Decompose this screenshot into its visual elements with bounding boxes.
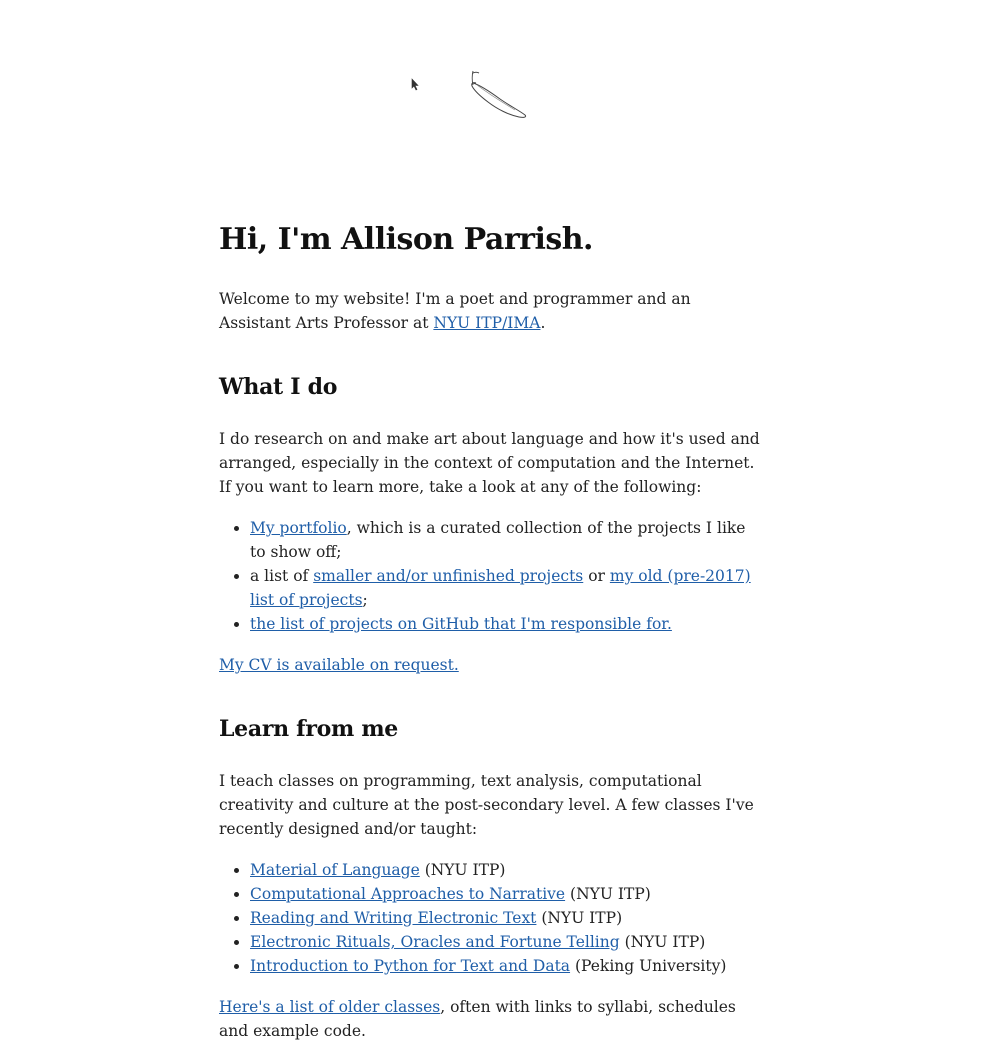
class-link-reading-writing-electronic-text[interactable]: Reading and Writing Electronic Text	[250, 909, 537, 927]
list-item	[250, 882, 764, 906]
smaller-projects-link[interactable]: smaller and/or unfinished projects	[313, 567, 584, 585]
hand-drawn-sketch-icon	[405, 55, 595, 190]
portfolio-link[interactable]: My portfolio	[250, 519, 347, 537]
section-heading-what-i-do: What I do	[219, 374, 338, 400]
class-institution: (NYU ITP)	[419, 861, 506, 879]
list-item	[250, 906, 764, 930]
list-item-text: a list of	[250, 567, 314, 585]
intro-text: Welcome to my website! I'm a poet and programmer and an Assistant Arts Professor at	[219, 290, 691, 332]
class-link-intro-python[interactable]: Introduction to Python for Text and Data	[250, 957, 571, 975]
cv-link[interactable]: My CV is available on request.	[219, 656, 459, 674]
page-title: Hi, I'm Allison Parrish.	[219, 222, 594, 257]
class-link-material-of-language[interactable]: Material of Language	[250, 861, 420, 879]
list-item-text: ;	[362, 591, 368, 609]
list-item	[250, 954, 764, 978]
list-item	[250, 858, 764, 882]
class-institution: (NYU ITP)	[536, 909, 623, 927]
main-content	[219, 220, 764, 1060]
projects-list	[219, 516, 764, 636]
older-classes-link[interactable]: Here's a list of older classes	[219, 998, 441, 1016]
hero-drawing	[405, 55, 595, 190]
nyu-itp-ima-link[interactable]: NYU ITP/IMA	[433, 314, 541, 332]
learn-paragraph: I teach classes on programming, text analysis, computational creativity and culture at the post-secondary level. A few classes I've recently designed and/or taught:	[219, 772, 754, 838]
older-classes-text: , often with links to syllabi, schedules and example code.	[219, 998, 736, 1040]
list-item	[250, 612, 764, 636]
class-link-electronic-rituals[interactable]: Electronic Rituals, Oracles and Fortune Telling	[250, 933, 620, 951]
list-item-text: or	[583, 567, 610, 585]
cv-paragraph	[219, 653, 764, 677]
intro-paragraph	[219, 287, 764, 335]
older-classes-paragraph	[219, 995, 764, 1043]
classes-list	[219, 858, 764, 978]
class-institution: (NYU ITP)	[619, 933, 706, 951]
list-item-text: , which is a curated collection of the projects I like to show off;	[250, 519, 746, 561]
what-i-do-paragraph: I do research on and make art about language and how it's used and arranged, especially in the context of computation and the Internet. If you want to learn more, take a look at any of the following:	[219, 430, 760, 496]
section-heading-learn-from-me: Learn from me	[219, 716, 399, 742]
intro-end: .	[540, 314, 546, 332]
list-item	[250, 930, 764, 954]
github-projects-link[interactable]: the list of projects on GitHub that I'm responsible for.	[250, 615, 672, 633]
list-item	[250, 564, 764, 612]
old-projects-link[interactable]: my old (pre-2017) list of projects	[250, 567, 751, 609]
class-institution: (NYU ITP)	[565, 885, 651, 903]
list-item	[250, 516, 764, 564]
class-link-computational-narrative[interactable]: Computational Approaches to Narrative	[250, 885, 566, 903]
class-institution: (Peking University)	[570, 957, 727, 975]
